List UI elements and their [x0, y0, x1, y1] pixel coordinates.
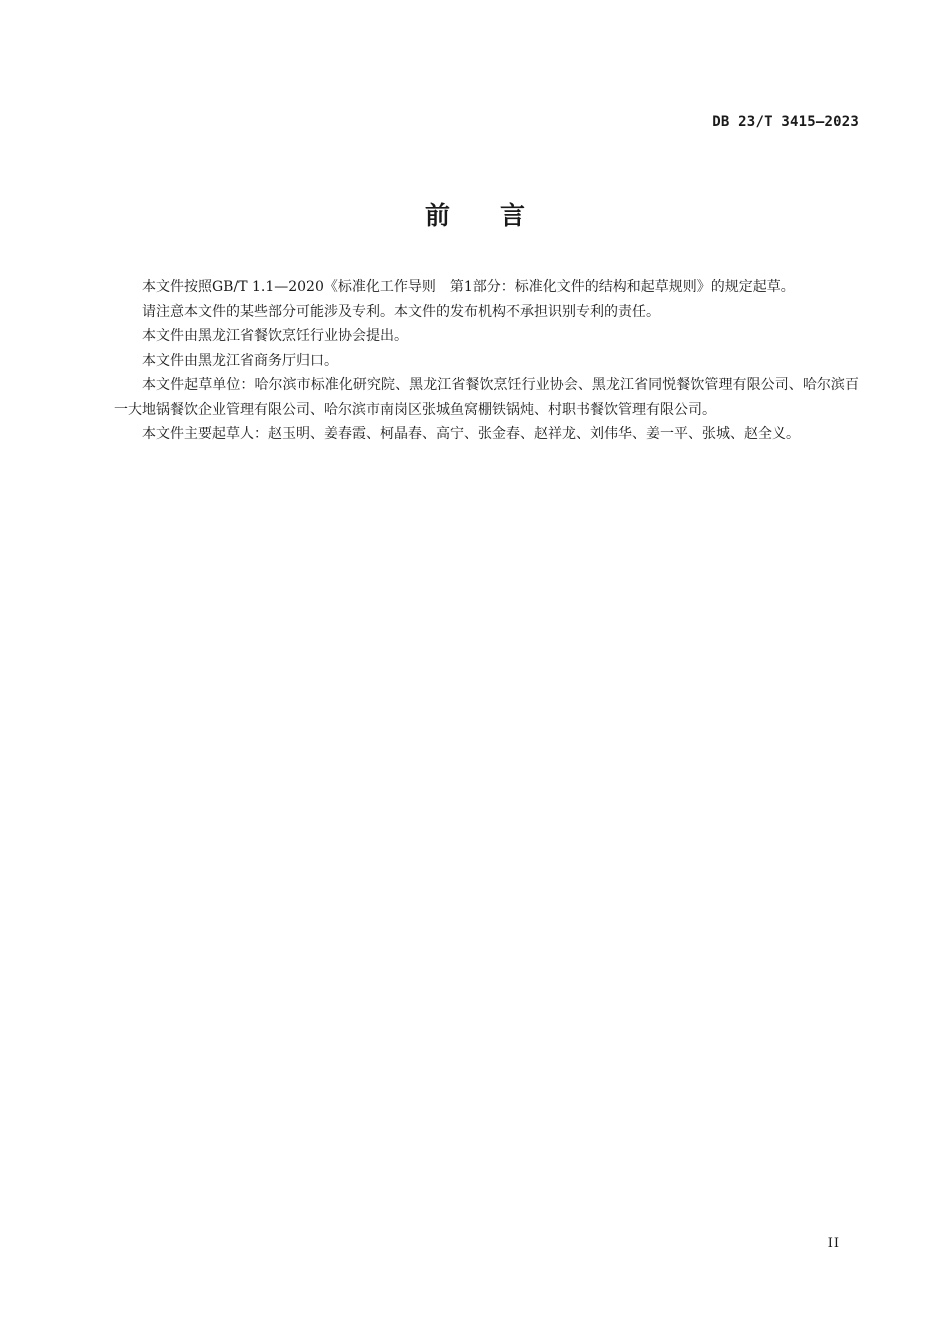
paragraph-drafters: 本文件主要起草人：赵玉明、姜春霞、柯晶春、高宁、张金春、赵祥龙、刘伟华、姜一平、张城、赵全义。	[142, 426, 800, 442]
page-title: 前言	[424, 201, 575, 230]
page-number: II	[827, 1236, 840, 1251]
paragraph-proposer: 本文件由黑龙江省餐饮烹饪行业协会提出。	[142, 328, 408, 344]
foreword-body	[114, 275, 859, 447]
paragraph-centralizing-unit: 本文件由黑龙江省商务厅归口。	[142, 352, 338, 369]
paragraph-drafting-rules: 本文件按照GB/T 1.1—2020《标准化工作导则 第1部分：标准化文件的结构和起草规则》的规定起草。	[142, 279, 795, 295]
document-code: DB 23/T 3415—2023	[712, 114, 859, 130]
paragraph-patent-notice: 请注意本文件的某些部分可能涉及专利。本文件的发布机构不承担识别专利的责任。	[142, 303, 660, 320]
paragraph-drafting-units: 本文件起草单位：哈尔滨市标准化研究院、黑龙江省餐饮烹饪行业协会、黑龙江省同悦餐饮管理有限公司、哈尔滨百一大地锅餐饮企业管理有限公司、哈尔滨市南岗区张城鱼窝棚铁锅炖、村职书餐饮管理有限公司。	[114, 377, 859, 418]
